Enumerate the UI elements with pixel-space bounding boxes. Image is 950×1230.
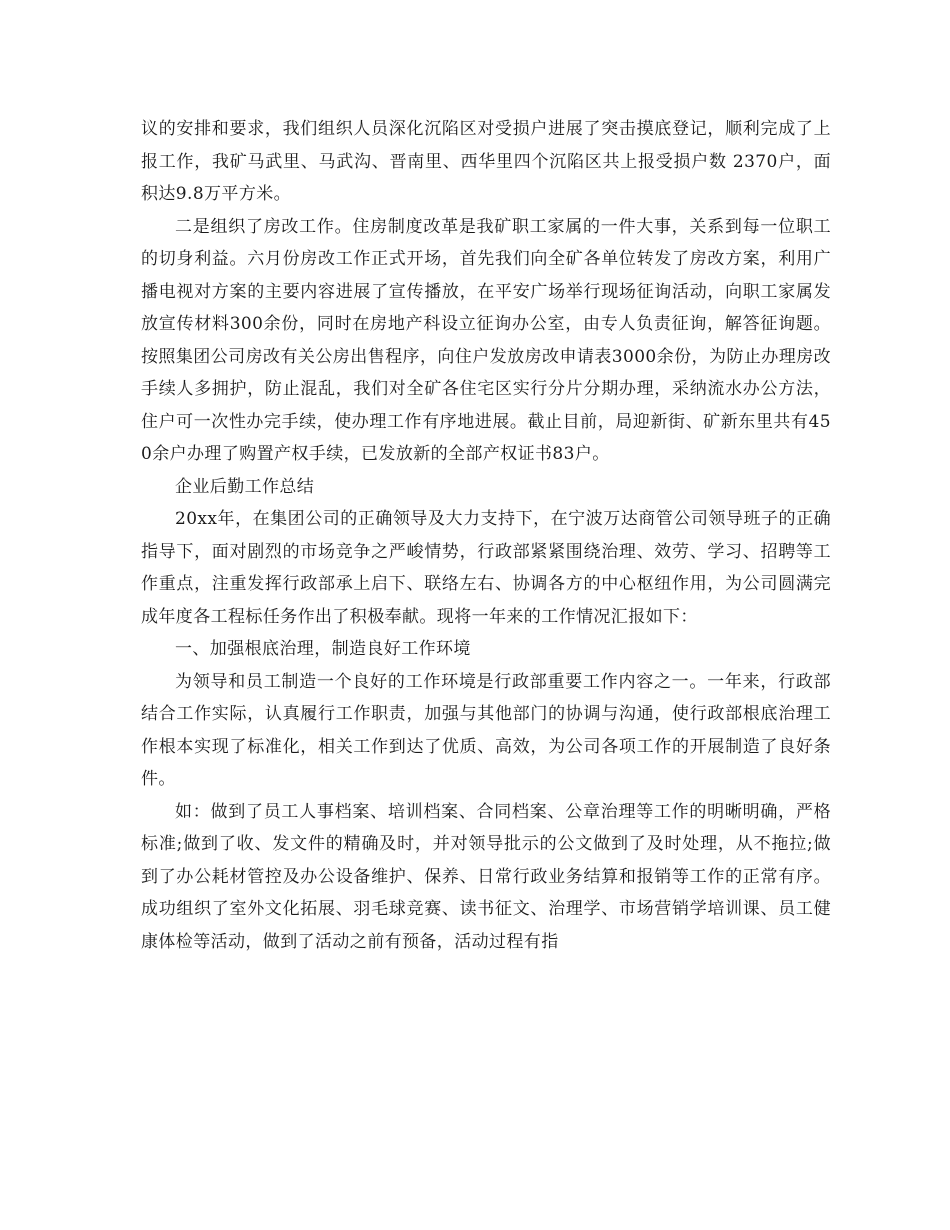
document-body — [141, 113, 831, 958]
paragraph-examples: 如：做到了员工人事档案、培训档案、合同档案、公章治理等工作的明晰明确，严格标准;做到了收、发文件的精确及时，并对领导批示的公文做到了及时处理，从不拖拉;做到了办公耗材管控及办公设备维护、保养、日常行政业务结算和报销等工作的正常有序。成功组织了室外文化拓展、羽毛球竞赛、读书征文、治理学、市场营销学培训课、员工健康体检等活动，做到了活动之前有预备，活动过程有指 — [141, 801, 831, 952]
section-heading-basic-management: 一、加强根底治理，制造良好工作环境 — [175, 639, 471, 659]
paragraph-housing-reform: 二是组织了房改工作。住房制度改革是我矿职工家属的一件大事，关系到每一位职工的切身利益。六月份房改工作正式开场，首先我们向全矿各单位转发了房改方案，利用广播电视对方案的主要内容进展了宣传播放，在平安广场举行现场征询活动，向职工家属发放宣传材料300余份，同时在房地产科设立征询办公室，由专人负责征询，解答征询题。按照集团公司房改有关公房出售程序，向住户发放房改申请表3000余份，为防止办理房改手续人多拥护，防止混乱，我们对全矿各住宅区实行分片分期办理，采纳流水办公方法，住户可一次性办完手续，使办理工作有序地进展。截止目前，局迎新街、矿新东里共有450余户办理了购置产权手续，已发放新的全部产权证书83户。 — [141, 216, 831, 464]
section-title-logistics-summary: 企业后勤工作总结 — [175, 476, 315, 497]
paragraph-continuation: 议的安排和要求，我们组织人员深化沉陷区对受损户进展了突击摸底登记，顺利完成了上报工作，我矿马武里、马武沟、晋南里、西华里四个沉陷区共上报受损户数 2370户，面积达9.8万平方米。 — [141, 119, 831, 204]
paragraph-work-environment: 为领导和员工制造一个良好的工作环境是行政部重要工作内容之一。一年来，行政部结合工作实际，认真履行工作职责，加强与其他部门的协调与沟通，使行政部根底治理工作根本实现了标准化，相关工作到达了优质、高效，为公司各项工作的开展制造了良好条件。 — [141, 671, 831, 789]
paragraph-annual-intro: 20xx年，在集团公司的正确领导及大力支持下，在宁波万达商管公司领导班子的正确指导下，面对剧烈的市场竞争之严峻情势，行政部紧紧围绕治理、效劳、学习、招聘等工作重点，注重发挥行政部承上启下、联络左右、协调各方的中心枢纽作用，为公司圆满完成年度各工程标任务作出了积极奉献。现将一年来的工作情况汇报如下： — [141, 509, 831, 627]
